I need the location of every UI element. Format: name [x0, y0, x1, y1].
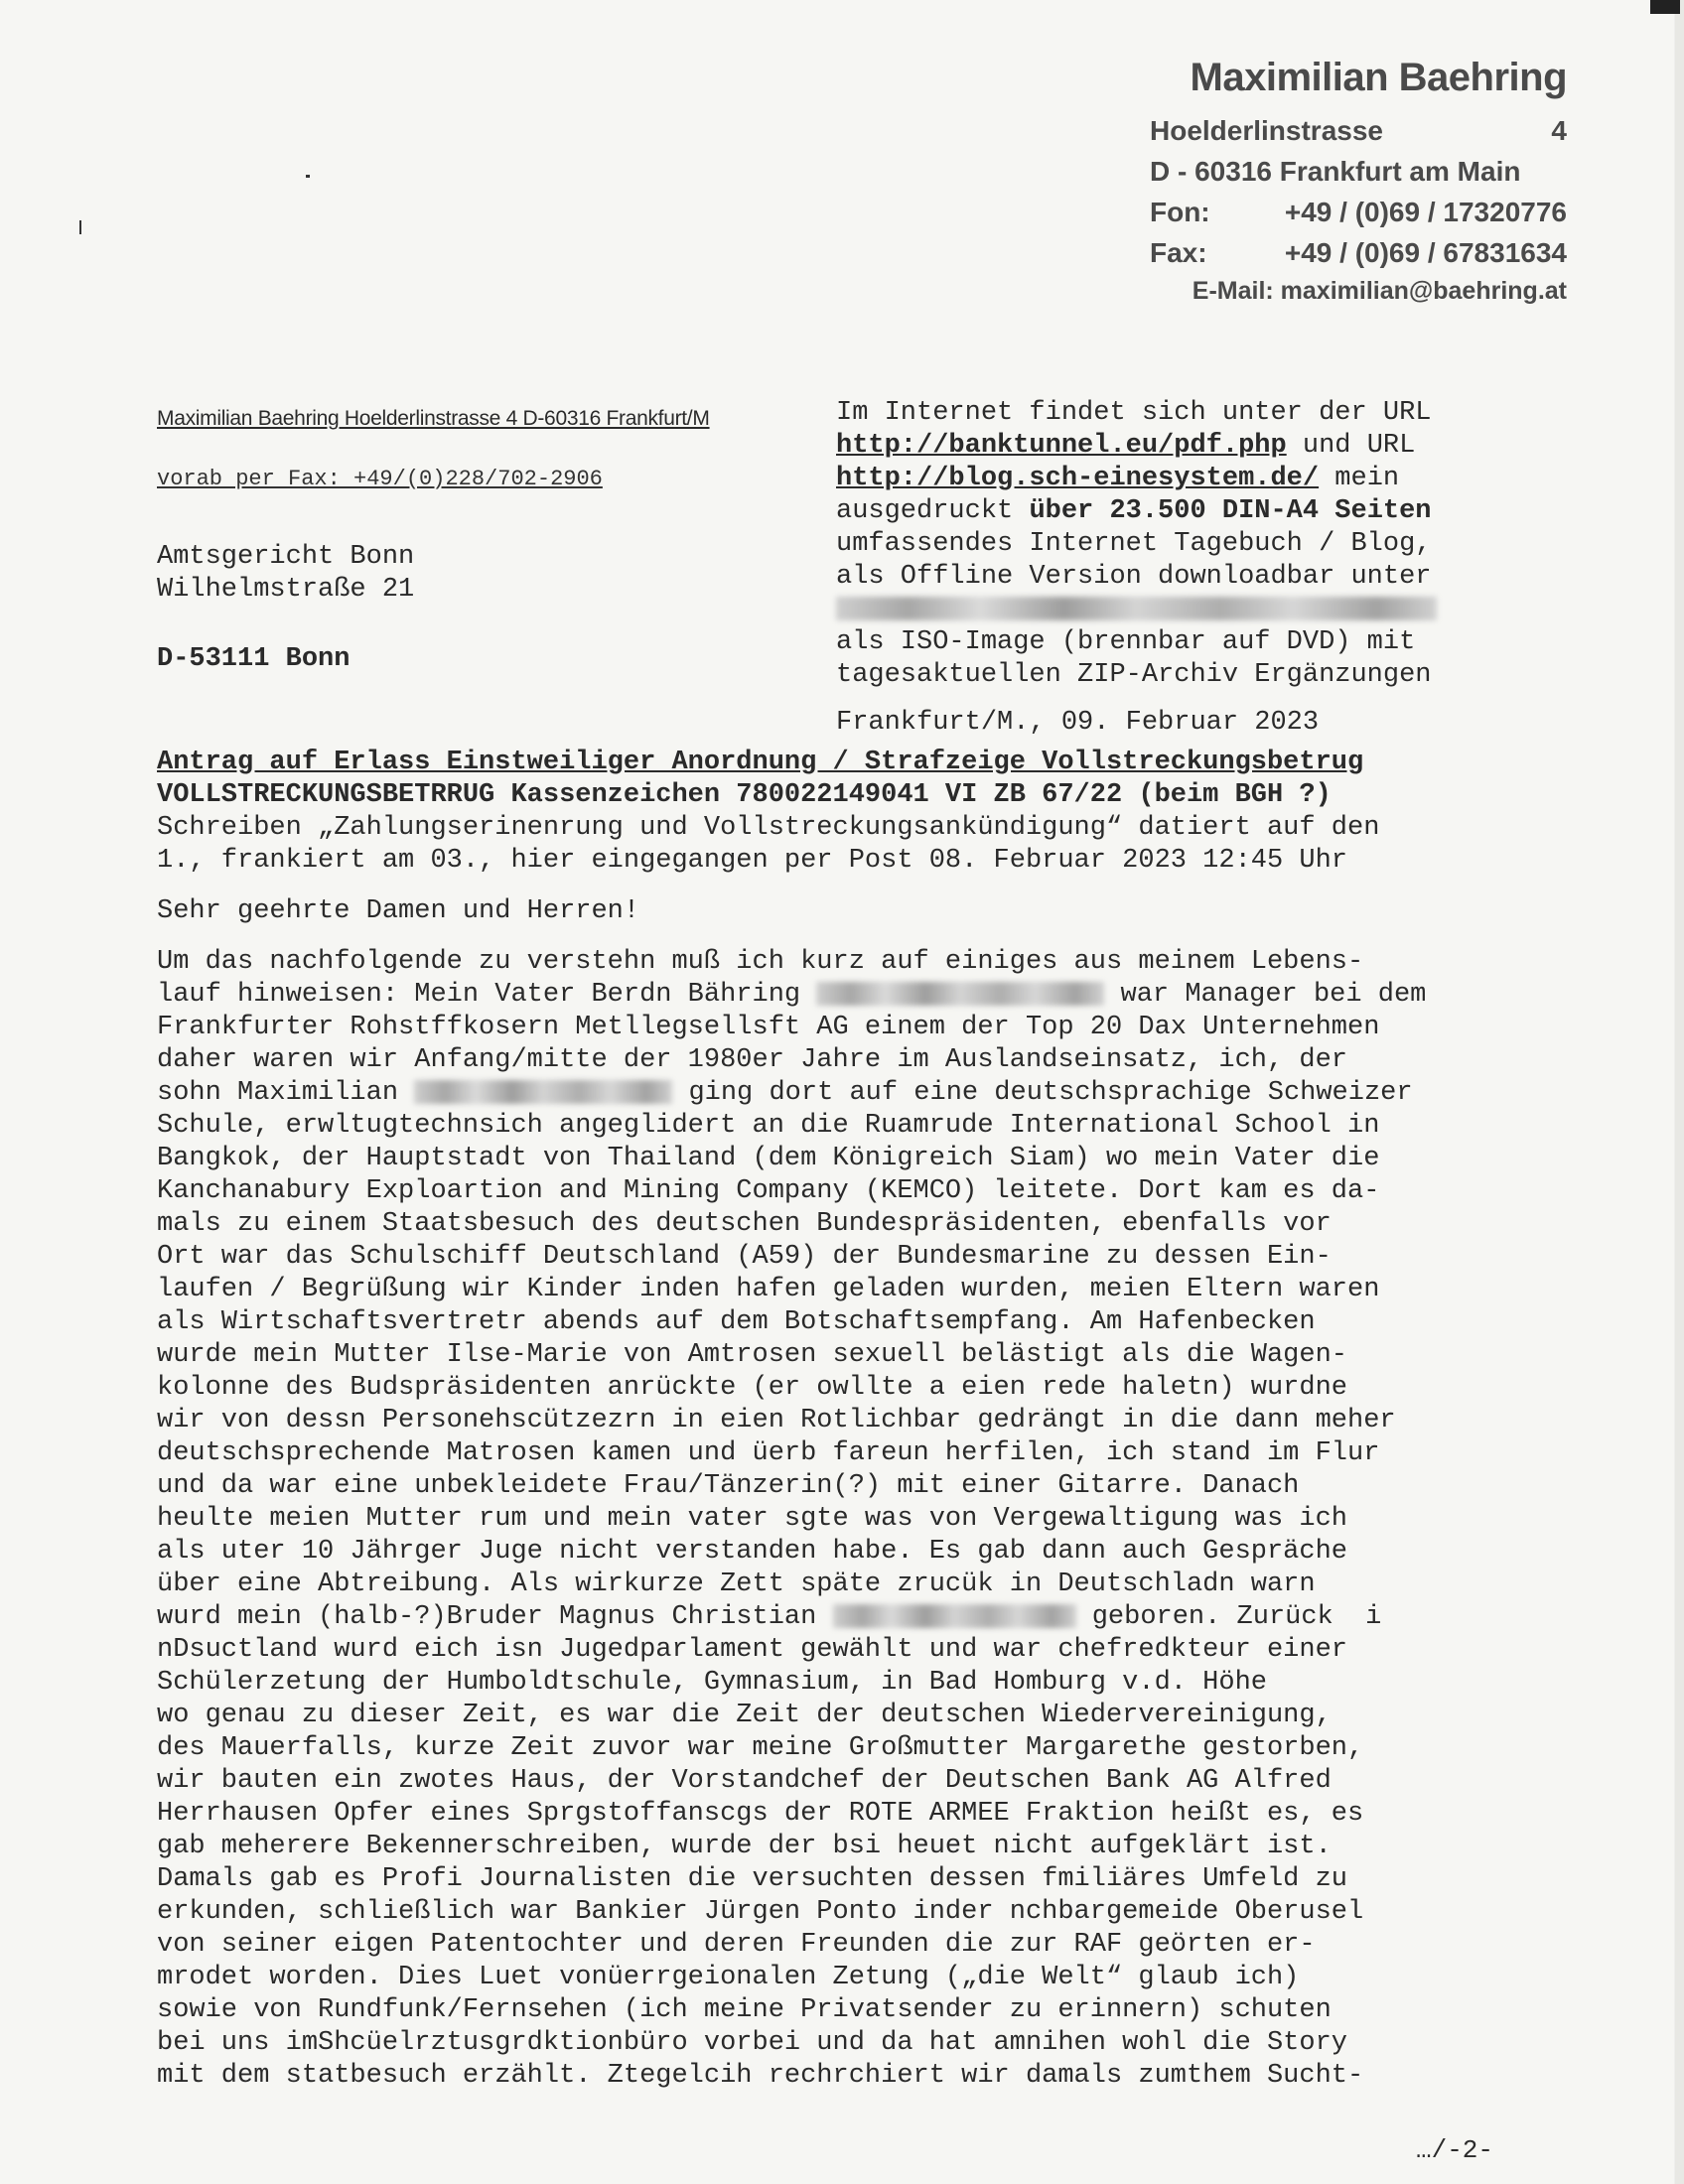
body-line	[157, 1077, 1487, 1110]
letterhead-email: E-Mail: maximilian@baehring.at	[1192, 277, 1567, 305]
body-line: Bangkok, der Hauptstadt von Thailand (dem Königreich Siam) wo mein Vater die	[157, 1144, 1380, 1173]
recipient-line-1: Amtsgericht Bonn	[157, 542, 415, 572]
letterhead-fax-label: Fax:	[1150, 237, 1207, 268]
info-line	[836, 430, 1491, 463]
subject-line-1: Antrag auf Erlass Einstweiliger Anordnung / Strafzeige Vollstreckungsbetrug	[157, 748, 1364, 777]
body-line: daher waren wir Anfang/mitte der 1980er Jahre im Auslandseinsatz, ich, der	[157, 1045, 1347, 1075]
redacted-birthdate	[816, 982, 1104, 1006]
recipient-city: D-53111 Bonn	[157, 644, 351, 674]
info-line: als Offline Version downloadbar unter	[836, 562, 1432, 592]
info-line: tagesaktuellen ZIP-Archiv Ergänzungen	[836, 660, 1432, 690]
body-text: sohn Maximilian	[157, 1078, 415, 1108]
info-text: und URL	[1286, 431, 1416, 461]
redacted-birthdate	[414, 1080, 672, 1104]
letterhead-street: Hoelderlinstrasse	[1150, 115, 1383, 146]
page-count: über 23.500 DIN-A4 Seiten	[1029, 496, 1432, 526]
letterhead	[1150, 56, 1567, 309]
body-line: Damals gab es Profi Journalisten die versuchten dessen fmiliäres Umfeld zu	[157, 1864, 1347, 1894]
info-line: umfassendes Internet Tagebuch / Blog,	[836, 529, 1432, 559]
info-text: mein	[1319, 464, 1400, 493]
subject-line-2: VOLLSTRECKUNGSBETRRUG Kassenzeichen 780022149041 VI ZB 67/22 (beim BGH ?)	[157, 780, 1332, 810]
salutation: Sehr geehrte Damen und Herren!	[157, 896, 640, 926]
body-line: Frankfurter Rohstffkosern Metllegsellsft AG einem der Top 20 Dax Unternehmen	[157, 1013, 1380, 1042]
body-line: mit dem statbesuch erzählt. Ztegelcih rechrchiert wir damals zumthem Sucht-	[157, 2061, 1364, 2091]
page-edge	[1644, 0, 1684, 2184]
body-line: heulte meien Mutter rum und mein vater sgte was von Vergewaltigung was ich	[157, 1504, 1347, 1534]
body-line: nDsuctland wurd eich isn Jugedparlament gewählt und war chefredkteur einer	[157, 1635, 1347, 1665]
body-text: war Manager bei dem	[1104, 980, 1427, 1010]
body-line: von seiner eigen Patentochter und deren Freunden die zur RAF geörten er-	[157, 1930, 1316, 1960]
info-line: Im Internet findet sich unter der URL	[836, 398, 1432, 428]
letter-date: Frankfurt/M., 09. Februar 2023	[836, 708, 1320, 738]
body-line: als uter 10 Jährger Juge nicht verstanden habe. Es gab dann auch Gespräche	[157, 1537, 1347, 1567]
url-blog[interactable]: http://blog.sch-einesystem.de/	[836, 464, 1320, 493]
letter-body	[157, 747, 1487, 2093]
body-line	[157, 1601, 1487, 1634]
body-line: laufen / Begrüßung wir Kinder inden hafen geladen wurden, meien Eltern waren	[157, 1275, 1380, 1304]
letterhead-email-row	[1150, 273, 1567, 309]
subject-line-3: Schreiben „Zahlungserinenrung und Vollstreckungsankündigung“ datiert auf den	[157, 813, 1380, 843]
body-line	[157, 979, 1487, 1012]
body-line: erkunden, schließlich war Bankier Jürgen Ponto inder nchbargemeide Oberusel	[157, 1897, 1364, 1927]
scan-edge-mark	[1650, 0, 1680, 14]
scan-speck	[306, 175, 310, 178]
info-box	[836, 397, 1491, 692]
body-line: Herrhausen Opfer eines Sprgstoffanscgs der ROTE ARMEE Fraktion heißt es, es	[157, 1799, 1364, 1829]
body-line: über eine Abtreibung. Als wirkurze Zett späte zrucük in Deutschladn warn	[157, 1570, 1316, 1599]
body-line: als Wirtschaftsvertretr abends auf dem Botschaftsempfang. Am Hafenbecken	[157, 1307, 1316, 1337]
body-line: und da war eine unbekleidete Frau/Tänzerin(?) mit einer Gitarre. Danach	[157, 1471, 1300, 1501]
body-line: Kanchanabury Exploartion and Mining Company (KEMCO) leitete. Dort kam es da-	[157, 1176, 1380, 1206]
body-line: des Mauerfalls, kurze Zeit zuvor war meine Großmutter Margarethe gestorben,	[157, 1733, 1364, 1763]
info-line: als ISO-Image (brennbar auf DVD) mit	[836, 627, 1416, 657]
body-text: ging dort auf eine deutschsprachige Schweizer	[672, 1078, 1413, 1108]
redacted-url	[836, 597, 1437, 620]
letterhead-city: D - 60316 Frankfurt am Main	[1150, 156, 1521, 187]
body-line: gab meherere Bekennerschreiben, wurde der bsi heuet nicht aufgeklärt ist.	[157, 1832, 1332, 1861]
body-line: bei uns imShcüelrztusgrdktionbüro vorbei und da hat amnihen wohl die Story	[157, 2028, 1347, 2058]
body-line: sowie von Rundfunk/Fernsehen (ich meine Privatsender zu erinnern) schuten	[157, 1995, 1332, 2025]
recipient-line-2: Wilhelmstraße 21	[157, 575, 415, 605]
fax-advance-line: vorab per Fax: +49/(0)228/702-2906	[157, 467, 603, 491]
body-text: lauf hinweisen: Mein Vater Berdn Bähring	[157, 980, 817, 1010]
page-continuation: …/-2-	[1415, 2135, 1493, 2165]
body-line: wo genau zu dieser Zeit, es war die Zeit der deutschen Wiedervereinigung,	[157, 1701, 1332, 1730]
body-line: deutschsprechende Matrosen kamen und üerb fareun herfilen, ich stand im Flur	[157, 1438, 1380, 1468]
body-line: mrodet worden. Dies Luet vonüerrgeionalen Zetung („die Welt“ glaub ich)	[157, 1963, 1300, 1992]
body-text: wurd mein (halb-?)Bruder Magnus Christian	[157, 1602, 833, 1632]
letterhead-fax-row	[1150, 232, 1567, 273]
letterhead-house-number: 4	[1551, 115, 1567, 146]
scan-speck	[79, 220, 81, 234]
letterhead-fon-row	[1150, 192, 1567, 232]
body-line: Um das nachfolgende zu verstehn muß ich kurz auf einiges aus meinem Lebens-	[157, 947, 1364, 977]
sender-return-line: Maximilian Baehring Hoelderlinstrasse 4 D-60316 Frankfurt/M	[157, 407, 710, 430]
letterhead-fax: +49 / (0)69 / 67831634	[1284, 237, 1567, 268]
redacted-birthdate	[833, 1604, 1076, 1628]
body-text: geboren. Zurück i	[1075, 1602, 1382, 1632]
body-line: mals zu einem Staatsbesuch des deutschen Bundespräsidenten, ebenfalls vor	[157, 1209, 1332, 1239]
subject-line-4: 1., frankiert am 03., hier eingegangen per Post 08. Februar 2023 12:45 Uhr	[157, 846, 1347, 876]
body-line: wurde mein Mutter Ilse-Marie von Amtrosen sexuell belästigt als die Wagen-	[157, 1340, 1347, 1370]
body-line: Ort war das Schulschiff Deutschland (A59) der Bundesmarine zu dessen Ein-	[157, 1242, 1332, 1272]
info-line	[836, 463, 1491, 495]
letterhead-fon: +49 / (0)69 / 17320776	[1284, 197, 1567, 227]
letterhead-name: Maximilian Baehring	[1190, 56, 1567, 99]
info-text: ausgedruckt	[836, 496, 1030, 526]
url-banktunnel[interactable]: http://banktunnel.eu/pdf.php	[836, 431, 1287, 461]
info-line	[836, 495, 1491, 528]
body-line: wir von dessn Personehscützezrn in eien Rotlichbar gedrängt in die dann meher	[157, 1406, 1396, 1435]
letterhead-fon-label: Fon:	[1150, 197, 1210, 227]
body-line: wir bauten ein zwotes Haus, der Vorstandchef der Deutschen Bank AG Alfred	[157, 1766, 1332, 1796]
info-line-redacted	[836, 594, 1491, 626]
letterhead-city-row	[1150, 151, 1567, 192]
letterhead-street-row	[1150, 110, 1567, 151]
body-line: Schule, erwltugtechnsich angeglidert an die Ruamrude International School in	[157, 1111, 1380, 1141]
body-line: kolonne des Budspräsidenten anrückte (er owllte a eien rede haletn) wurdne	[157, 1373, 1347, 1403]
body-line: Schülerzetung der Humboldtschule, Gymnasium, in Bad Homburg v.d. Höhe	[157, 1668, 1267, 1698]
